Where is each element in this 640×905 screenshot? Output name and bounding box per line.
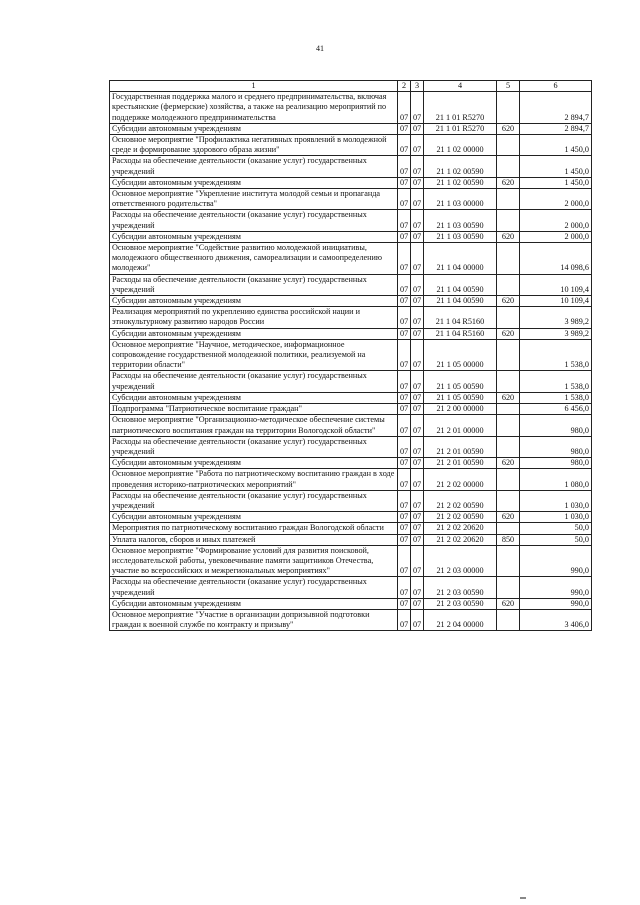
- row-code-3-cell: 07: [411, 512, 424, 523]
- row-expense-type-cell: [497, 307, 520, 328]
- row-expense-type-cell: [497, 243, 520, 275]
- row-code-2-cell: 07: [398, 469, 411, 490]
- row-amount-cell: 1 538,0: [520, 371, 592, 392]
- table-row: [110, 598, 592, 609]
- row-name-cell: Основное мероприятие "Организационно-методическое обеспечение системы патриотического воспитания граждан на территории Вологодской области": [110, 415, 398, 436]
- row-expense-type-cell: [497, 274, 520, 295]
- row-code-3-cell: 07: [411, 371, 424, 392]
- row-target-article-cell: 21 2 01 00590: [424, 458, 497, 469]
- row-code-3-cell: 07: [411, 328, 424, 339]
- row-name-cell: Расходы на обеспечение деятельности (оказание услуг) государственных учреждений: [110, 577, 398, 598]
- row-amount-cell: 990,0: [520, 598, 592, 609]
- row-expense-type-cell: 620: [497, 296, 520, 307]
- row-amount-cell: 3 989,2: [520, 328, 592, 339]
- table-row: [110, 534, 592, 545]
- table-row: [110, 436, 592, 457]
- row-expense-type-cell: [497, 371, 520, 392]
- row-code-2-cell: 07: [398, 156, 411, 177]
- table-row: [110, 469, 592, 490]
- row-amount-cell: 2 000,0: [520, 189, 592, 210]
- table-row: [110, 490, 592, 511]
- row-expense-type-cell: 620: [497, 123, 520, 134]
- row-name-cell: Расходы на обеспечение деятельности (оказание услуг) государственных учреждений: [110, 156, 398, 177]
- row-target-article-cell: 21 2 03 00590: [424, 598, 497, 609]
- row-amount-cell: 6 456,0: [520, 404, 592, 415]
- row-amount-cell: 980,0: [520, 436, 592, 457]
- row-code-3-cell: 07: [411, 490, 424, 511]
- row-name-cell: Субсидии автономным учреждениям: [110, 177, 398, 188]
- row-amount-cell: 1 450,0: [520, 135, 592, 156]
- row-target-article-cell: 21 2 01 00590: [424, 436, 497, 457]
- row-name-cell: Субсидии автономным учреждениям: [110, 328, 398, 339]
- row-target-article-cell: 21 2 02 00000: [424, 469, 497, 490]
- row-code-3-cell: 07: [411, 123, 424, 134]
- row-expense-type-cell: [497, 404, 520, 415]
- header-cell-1: 1: [110, 81, 398, 92]
- row-code-3-cell: 07: [411, 135, 424, 156]
- table-body: [110, 92, 592, 631]
- row-code-3-cell: 07: [411, 177, 424, 188]
- row-code-3-cell: 07: [411, 296, 424, 307]
- row-target-article-cell: 21 1 02 00000: [424, 135, 497, 156]
- table-row: [110, 189, 592, 210]
- row-amount-cell: 1 450,0: [520, 156, 592, 177]
- row-code-2-cell: 07: [398, 123, 411, 134]
- row-code-2-cell: 07: [398, 415, 411, 436]
- row-code-3-cell: 07: [411, 404, 424, 415]
- row-amount-cell: 1 450,0: [520, 177, 592, 188]
- row-expense-type-cell: 620: [497, 177, 520, 188]
- row-code-2-cell: 07: [398, 92, 411, 124]
- row-code-3-cell: 07: [411, 534, 424, 545]
- row-target-article-cell: 21 1 03 00590: [424, 210, 497, 231]
- table-row: [110, 135, 592, 156]
- table-row: [110, 156, 592, 177]
- row-target-article-cell: 21 1 03 00590: [424, 231, 497, 242]
- row-name-cell: Расходы на обеспечение деятельности (оказание услуг) государственных учреждений: [110, 210, 398, 231]
- row-target-article-cell: 21 2 03 00000: [424, 545, 497, 577]
- table-row: [110, 512, 592, 523]
- row-amount-cell: 10 109,4: [520, 274, 592, 295]
- row-code-2-cell: 07: [398, 307, 411, 328]
- table-row: [110, 274, 592, 295]
- row-code-2-cell: 07: [398, 598, 411, 609]
- row-name-cell: Расходы на обеспечение деятельности (оказание услуг) государственных учреждений: [110, 274, 398, 295]
- row-name-cell: Основное мероприятие "Формирование условий для развития поисковой, исследовательской работы, увековечивание памяти защитников Отечества, участие во всероссийских и межрегиональных мероприятиях": [110, 545, 398, 577]
- row-name-cell: Субсидии автономным учреждениям: [110, 598, 398, 609]
- row-code-2-cell: 07: [398, 577, 411, 598]
- row-code-2-cell: 07: [398, 189, 411, 210]
- row-amount-cell: 1 538,0: [520, 339, 592, 371]
- table-row: [110, 371, 592, 392]
- row-code-2-cell: 07: [398, 135, 411, 156]
- page-number: 41: [316, 44, 324, 53]
- row-code-3-cell: 07: [411, 307, 424, 328]
- row-target-article-cell: 21 2 01 00000: [424, 415, 497, 436]
- row-amount-cell: 10 109,4: [520, 296, 592, 307]
- row-expense-type-cell: [497, 156, 520, 177]
- row-name-cell: Уплата налогов, сборов и иных платежей: [110, 534, 398, 545]
- row-code-2-cell: 07: [398, 392, 411, 403]
- row-name-cell: Основное мероприятие "Научное, методическое, информационное сопровождение государственной молодежной политики, реализуемой на территории области": [110, 339, 398, 371]
- row-expense-type-cell: 620: [497, 598, 520, 609]
- row-code-2-cell: 07: [398, 339, 411, 371]
- row-expense-type-cell: [497, 577, 520, 598]
- row-name-cell: Субсидии автономным учреждениям: [110, 392, 398, 403]
- row-code-2-cell: 07: [398, 210, 411, 231]
- row-code-2-cell: 07: [398, 231, 411, 242]
- row-name-cell: Основное мероприятие "Содействие развитию молодежной инициативы, молодежного общественного движения, самореализации и самоопределению молодежи": [110, 243, 398, 275]
- row-expense-type-cell: [497, 92, 520, 124]
- table-row: [110, 177, 592, 188]
- row-code-2-cell: 07: [398, 404, 411, 415]
- row-expense-type-cell: [497, 210, 520, 231]
- table-row: [110, 92, 592, 124]
- table-row: [110, 392, 592, 403]
- row-code-2-cell: 07: [398, 274, 411, 295]
- row-amount-cell: 990,0: [520, 545, 592, 577]
- row-amount-cell: 980,0: [520, 415, 592, 436]
- row-code-3-cell: 07: [411, 274, 424, 295]
- row-expense-type-cell: 620: [497, 458, 520, 469]
- row-expense-type-cell: [497, 436, 520, 457]
- row-name-cell: Основное мероприятие "Профилактика негативных проявлений в молодежной среде и формирование здорового образа жизни": [110, 135, 398, 156]
- row-code-3-cell: 07: [411, 231, 424, 242]
- row-code-2-cell: 07: [398, 177, 411, 188]
- row-code-3-cell: 07: [411, 415, 424, 436]
- row-target-article-cell: 21 2 02 20620: [424, 523, 497, 534]
- budget-table: [109, 80, 592, 631]
- table-row: [110, 339, 592, 371]
- row-code-3-cell: 07: [411, 243, 424, 275]
- row-expense-type-cell: 620: [497, 231, 520, 242]
- row-code-3-cell: 07: [411, 436, 424, 457]
- table-row: [110, 231, 592, 242]
- row-name-cell: Субсидии автономным учреждениям: [110, 123, 398, 134]
- table-row: [110, 458, 592, 469]
- table-row: [110, 415, 592, 436]
- row-target-article-cell: 21 2 02 20620: [424, 534, 497, 545]
- row-code-2-cell: 07: [398, 296, 411, 307]
- row-name-cell: Субсидии автономным учреждениям: [110, 458, 398, 469]
- row-name-cell: Субсидии автономным учреждениям: [110, 296, 398, 307]
- table-row: [110, 609, 592, 630]
- header-cell-6: 6: [520, 81, 592, 92]
- row-name-cell: Субсидии автономным учреждениям: [110, 231, 398, 242]
- row-code-3-cell: 07: [411, 92, 424, 124]
- table-row: [110, 296, 592, 307]
- row-code-3-cell: 07: [411, 469, 424, 490]
- row-target-article-cell: 21 1 04 R5160: [424, 328, 497, 339]
- row-code-2-cell: 07: [398, 523, 411, 534]
- row-target-article-cell: 21 2 00 00000: [424, 404, 497, 415]
- row-code-3-cell: 07: [411, 458, 424, 469]
- row-code-2-cell: 07: [398, 490, 411, 511]
- row-target-article-cell: 21 1 01 R5270: [424, 92, 497, 124]
- row-target-article-cell: 21 1 04 R5160: [424, 307, 497, 328]
- row-code-3-cell: 07: [411, 392, 424, 403]
- row-expense-type-cell: [497, 545, 520, 577]
- row-amount-cell: 50,0: [520, 523, 592, 534]
- row-target-article-cell: 21 1 03 00000: [424, 189, 497, 210]
- row-target-article-cell: 21 1 05 00590: [424, 371, 497, 392]
- row-expense-type-cell: 850: [497, 534, 520, 545]
- row-amount-cell: 2 000,0: [520, 231, 592, 242]
- row-amount-cell: 990,0: [520, 577, 592, 598]
- row-code-3-cell: 07: [411, 210, 424, 231]
- row-amount-cell: 1 080,0: [520, 469, 592, 490]
- row-expense-type-cell: [497, 469, 520, 490]
- table-header: [110, 81, 592, 92]
- row-code-3-cell: 07: [411, 598, 424, 609]
- row-code-2-cell: 07: [398, 243, 411, 275]
- row-expense-type-cell: [497, 523, 520, 534]
- row-code-2-cell: 07: [398, 545, 411, 577]
- row-target-article-cell: 21 2 03 00590: [424, 577, 497, 598]
- row-expense-type-cell: [497, 415, 520, 436]
- row-name-cell: Расходы на обеспечение деятельности (оказание услуг) государственных учреждений: [110, 371, 398, 392]
- row-expense-type-cell: 620: [497, 392, 520, 403]
- row-name-cell: Расходы на обеспечение деятельности (оказание услуг) государственных учреждений: [110, 490, 398, 511]
- row-code-2-cell: 07: [398, 458, 411, 469]
- row-name-cell: Реализация мероприятий по укреплению единства российской нации и этнокультурному развитию народов России: [110, 307, 398, 328]
- header-cell-5: 5: [497, 81, 520, 92]
- table-row: [110, 307, 592, 328]
- row-code-2-cell: 07: [398, 512, 411, 523]
- row-target-article-cell: 21 1 05 00590: [424, 392, 497, 403]
- row-amount-cell: 3 406,0: [520, 609, 592, 630]
- scan-artifact: [520, 897, 526, 899]
- row-amount-cell: 1 030,0: [520, 490, 592, 511]
- row-target-article-cell: 21 1 02 00590: [424, 177, 497, 188]
- row-code-3-cell: 07: [411, 156, 424, 177]
- row-target-article-cell: 21 2 04 00000: [424, 609, 497, 630]
- row-code-2-cell: 07: [398, 609, 411, 630]
- row-amount-cell: 1 538,0: [520, 392, 592, 403]
- row-name-cell: Основное мероприятие "Участие в организации допризывной подготовки граждан к военной службе по контракту и призыву": [110, 609, 398, 630]
- header-cell-3: 3: [411, 81, 424, 92]
- row-code-3-cell: 07: [411, 339, 424, 371]
- row-code-3-cell: 07: [411, 577, 424, 598]
- row-target-article-cell: 21 2 02 00590: [424, 512, 497, 523]
- row-expense-type-cell: [497, 135, 520, 156]
- row-code-2-cell: 07: [398, 436, 411, 457]
- table-row: [110, 123, 592, 134]
- row-amount-cell: 1 030,0: [520, 512, 592, 523]
- row-name-cell: Основное мероприятие "Укрепление института молодой семьи и пропаганда ответственного родительства": [110, 189, 398, 210]
- row-expense-type-cell: 620: [497, 328, 520, 339]
- row-target-article-cell: 21 1 02 00590: [424, 156, 497, 177]
- table-row: [110, 523, 592, 534]
- table-row: [110, 243, 592, 275]
- row-code-2-cell: 07: [398, 328, 411, 339]
- row-code-3-cell: 07: [411, 545, 424, 577]
- row-name-cell: Подпрограмма "Патриотическое воспитание граждан": [110, 404, 398, 415]
- row-target-article-cell: 21 1 04 00590: [424, 296, 497, 307]
- row-target-article-cell: 21 1 04 00590: [424, 274, 497, 295]
- row-expense-type-cell: [497, 609, 520, 630]
- table-row: [110, 404, 592, 415]
- row-code-3-cell: 07: [411, 523, 424, 534]
- table-row: [110, 577, 592, 598]
- row-name-cell: Расходы на обеспечение деятельности (оказание услуг) государственных учреждений: [110, 436, 398, 457]
- header-cell-4: 4: [424, 81, 497, 92]
- row-name-cell: Государственная поддержка малого и среднего предпринимательства, включая крестьянские (фермерские) хозяйства, а также на реализацию мероприятий по поддержке молодежного предпринимательства: [110, 92, 398, 124]
- row-expense-type-cell: 620: [497, 512, 520, 523]
- row-expense-type-cell: [497, 189, 520, 210]
- table-row: [110, 328, 592, 339]
- row-target-article-cell: 21 1 05 00000: [424, 339, 497, 371]
- row-name-cell: Основное мероприятие "Работа по патриотическому воспитанию граждан в ходе проведения историко-патриотических мероприятий": [110, 469, 398, 490]
- row-code-2-cell: 07: [398, 371, 411, 392]
- row-amount-cell: 2 894,7: [520, 123, 592, 134]
- row-target-article-cell: 21 2 02 00590: [424, 490, 497, 511]
- header-cell-2: 2: [398, 81, 411, 92]
- row-amount-cell: 2 000,0: [520, 210, 592, 231]
- row-name-cell: Субсидии автономным учреждениям: [110, 512, 398, 523]
- table-row: [110, 545, 592, 577]
- row-expense-type-cell: [497, 339, 520, 371]
- row-target-article-cell: 21 1 01 R5270: [424, 123, 497, 134]
- row-code-3-cell: 07: [411, 189, 424, 210]
- row-expense-type-cell: [497, 490, 520, 511]
- row-target-article-cell: 21 1 04 00000: [424, 243, 497, 275]
- row-name-cell: Мероприятия по патриотическому воспитанию граждан Вологодской области: [110, 523, 398, 534]
- row-code-3-cell: 07: [411, 609, 424, 630]
- row-amount-cell: 50,0: [520, 534, 592, 545]
- row-amount-cell: 2 894,7: [520, 92, 592, 124]
- row-amount-cell: 3 989,2: [520, 307, 592, 328]
- row-amount-cell: 980,0: [520, 458, 592, 469]
- header-row: [110, 81, 592, 92]
- table-row: [110, 210, 592, 231]
- row-code-2-cell: 07: [398, 534, 411, 545]
- row-amount-cell: 14 098,6: [520, 243, 592, 275]
